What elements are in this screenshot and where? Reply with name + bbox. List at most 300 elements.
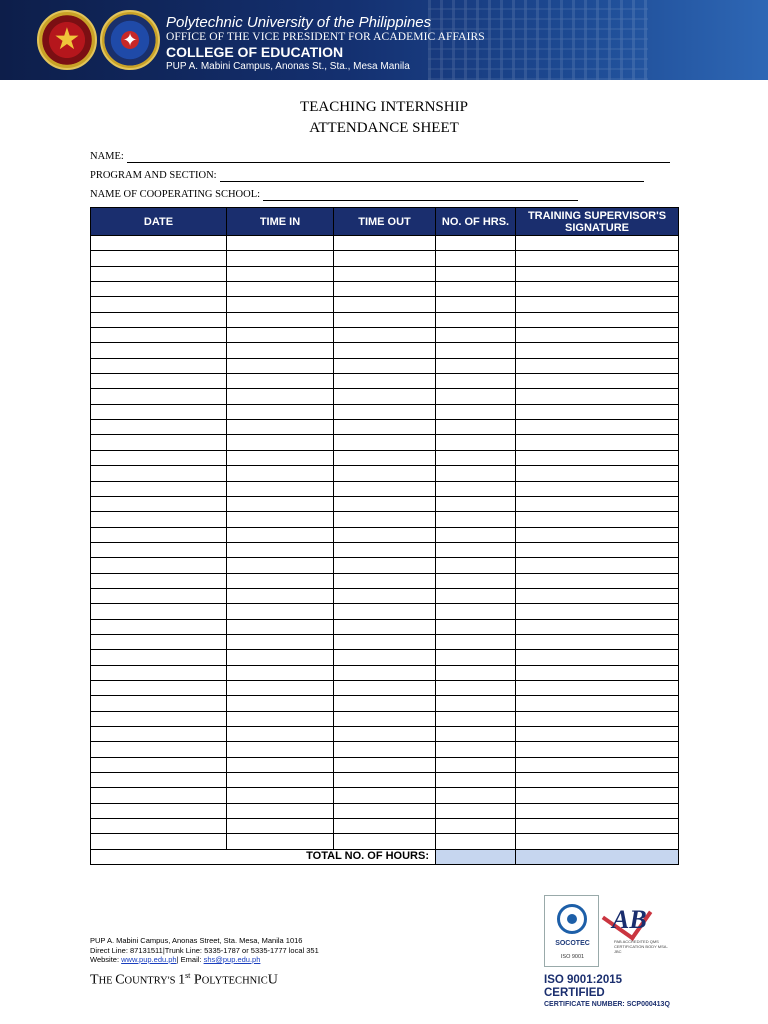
header-date: DATE <box>91 208 227 236</box>
signature-cell[interactable] <box>516 757 679 772</box>
table-row <box>91 282 679 297</box>
time-in-cell[interactable] <box>227 481 334 496</box>
time-out-cell[interactable] <box>334 542 436 557</box>
time-out-cell[interactable] <box>334 389 436 404</box>
date-cell[interactable] <box>91 542 227 557</box>
hours-cell[interactable] <box>436 558 516 573</box>
time-in-cell[interactable] <box>227 435 334 450</box>
signature-cell[interactable] <box>516 389 679 404</box>
motto-he: HE <box>98 975 116 987</box>
time-in-cell[interactable] <box>227 773 334 788</box>
time-in-cell[interactable] <box>227 358 334 373</box>
date-cell[interactable] <box>91 389 227 404</box>
table-row <box>91 573 679 588</box>
date-cell[interactable] <box>91 450 227 465</box>
time-in-cell[interactable] <box>227 634 334 649</box>
header-time-out: TIME OUT <box>334 208 436 236</box>
table-row <box>91 588 679 603</box>
signature-cell[interactable] <box>516 251 679 266</box>
header-supervisor-signature: TRAINING SUPERVISOR'S SIGNATURE <box>516 208 679 236</box>
time-out-cell[interactable] <box>334 588 436 603</box>
attendance-table <box>90 207 679 865</box>
signature-cell[interactable] <box>516 420 679 435</box>
hours-cell[interactable] <box>436 773 516 788</box>
footer-phones: Direct Line: 87131511|Trunk Line: 5335-1787 or 5335-1777 local 351 <box>90 945 319 955</box>
table-row <box>91 788 679 803</box>
header-time-in: TIME IN <box>227 208 334 236</box>
table-row <box>91 512 679 527</box>
signature-cell[interactable] <box>516 328 679 343</box>
signature-cell[interactable] <box>516 619 679 634</box>
table-row <box>91 742 679 757</box>
campus-address: PUP A. Mabini Campus, Anonas St., Sta., Mesa Manila <box>166 61 410 72</box>
signature-cell[interactable] <box>516 358 679 373</box>
signature-cell[interactable] <box>516 680 679 695</box>
socotec-iso: ISO 9001 <box>560 954 585 960</box>
website-label: Website: <box>90 955 120 964</box>
time-in-cell[interactable] <box>227 619 334 634</box>
hours-cell[interactable] <box>436 542 516 557</box>
date-cell[interactable] <box>91 634 227 649</box>
time-in-cell[interactable] <box>227 527 334 542</box>
table-row <box>91 757 679 772</box>
pup-seal-logo <box>37 10 97 70</box>
table-row <box>91 466 679 481</box>
date-cell[interactable] <box>91 788 227 803</box>
time-out-cell[interactable] <box>334 727 436 742</box>
hours-cell[interactable] <box>436 788 516 803</box>
table-row <box>91 297 679 312</box>
signature-cell[interactable] <box>516 282 679 297</box>
time-out-cell[interactable] <box>334 358 436 373</box>
date-cell[interactable] <box>91 420 227 435</box>
table-row <box>91 266 679 281</box>
time-out-cell[interactable] <box>334 312 436 327</box>
date-cell[interactable] <box>91 588 227 603</box>
certification-text <box>544 974 684 1009</box>
hours-cell[interactable] <box>436 435 516 450</box>
name-label: NAME: <box>90 151 124 162</box>
website-link[interactable]: www.pup.edu.ph <box>121 955 177 964</box>
table-row <box>91 803 679 818</box>
time-out-cell[interactable] <box>334 512 436 527</box>
date-cell[interactable] <box>91 374 227 389</box>
emblem-icon: ✦ <box>122 30 138 50</box>
time-in-cell[interactable] <box>227 343 334 358</box>
table-row <box>91 404 679 419</box>
table-row <box>91 435 679 450</box>
signature-cell[interactable] <box>516 312 679 327</box>
hours-cell[interactable] <box>436 803 516 818</box>
date-cell[interactable] <box>91 236 227 251</box>
hours-cell[interactable] <box>436 358 516 373</box>
date-cell[interactable] <box>91 435 227 450</box>
hours-cell[interactable] <box>436 389 516 404</box>
college-name: COLLEGE OF EDUCATION <box>166 44 344 60</box>
signature-cell[interactable] <box>516 819 679 834</box>
time-out-cell[interactable] <box>334 343 436 358</box>
signature-cell[interactable] <box>516 604 679 619</box>
time-out-cell[interactable] <box>334 834 436 849</box>
time-in-cell[interactable] <box>227 588 334 603</box>
motto-p: P <box>193 972 202 988</box>
table-row <box>91 604 679 619</box>
table-row <box>91 558 679 573</box>
signature-cell[interactable] <box>516 266 679 281</box>
hours-cell[interactable] <box>436 757 516 772</box>
time-in-cell[interactable] <box>227 404 334 419</box>
date-cell[interactable] <box>91 527 227 542</box>
header-no-of-hrs: NO. OF HRS. <box>436 208 516 236</box>
table-row <box>91 819 679 834</box>
time-out-cell[interactable] <box>334 573 436 588</box>
date-cell[interactable] <box>91 328 227 343</box>
date-cell[interactable] <box>91 466 227 481</box>
table-row <box>91 496 679 511</box>
signature-cell[interactable] <box>516 558 679 573</box>
date-cell[interactable] <box>91 297 227 312</box>
hours-cell[interactable] <box>436 466 516 481</box>
signature-cell[interactable] <box>516 450 679 465</box>
hours-cell[interactable] <box>436 343 516 358</box>
socotec-ring-icon <box>557 904 587 934</box>
hours-cell[interactable] <box>436 512 516 527</box>
total-hours-label: TOTAL NO. OF HOURS: <box>91 849 436 864</box>
hours-cell[interactable] <box>436 819 516 834</box>
date-cell[interactable] <box>91 251 227 266</box>
jab-logo <box>604 895 676 967</box>
date-cell[interactable] <box>91 404 227 419</box>
time-in-cell[interactable] <box>227 711 334 726</box>
date-cell[interactable] <box>91 343 227 358</box>
certification-logos <box>544 895 676 967</box>
total-hours-cell[interactable] <box>436 849 516 864</box>
time-in-cell[interactable] <box>227 604 334 619</box>
signature-cell[interactable] <box>516 696 679 711</box>
time-out-cell[interactable] <box>334 803 436 818</box>
table-row <box>91 450 679 465</box>
signature-cell[interactable] <box>516 834 679 849</box>
jab-mark: AB <box>612 905 647 934</box>
time-in-cell[interactable] <box>227 420 334 435</box>
signature-cell[interactable] <box>516 573 679 588</box>
time-in-cell[interactable] <box>227 466 334 481</box>
date-cell[interactable] <box>91 727 227 742</box>
time-out-cell[interactable] <box>334 527 436 542</box>
signature-cell[interactable] <box>516 343 679 358</box>
table-header-row <box>91 208 679 236</box>
hours-cell[interactable] <box>436 619 516 634</box>
university-name: Polytechnic University of the Philippines <box>166 14 432 31</box>
hours-cell[interactable] <box>436 312 516 327</box>
time-out-cell[interactable] <box>334 696 436 711</box>
table-row <box>91 328 679 343</box>
name-field <box>90 150 670 163</box>
signature-cell[interactable] <box>516 665 679 680</box>
total-row <box>91 849 679 864</box>
table-row <box>91 711 679 726</box>
footer-contact <box>90 936 319 965</box>
date-cell[interactable] <box>91 742 227 757</box>
hours-cell[interactable] <box>436 404 516 419</box>
table-row <box>91 619 679 634</box>
table-row <box>91 343 679 358</box>
date-cell[interactable] <box>91 834 227 849</box>
signature-cell[interactable] <box>516 466 679 481</box>
certificate-number: CERTIFICATE NUMBER: SCP000413Q <box>544 1001 670 1008</box>
signature-cell[interactable] <box>516 634 679 649</box>
time-out-cell[interactable] <box>334 711 436 726</box>
date-cell[interactable] <box>91 282 227 297</box>
email-link[interactable]: shs@pup.edu.ph <box>203 955 261 964</box>
signature-cell[interactable] <box>516 481 679 496</box>
motto-c: C <box>115 972 125 988</box>
time-out-cell[interactable] <box>334 420 436 435</box>
table-row <box>91 527 679 542</box>
university-motto <box>90 968 278 990</box>
hours-cell[interactable] <box>436 481 516 496</box>
signature-cell[interactable] <box>516 496 679 511</box>
time-in-cell[interactable] <box>227 727 334 742</box>
hours-cell[interactable] <box>436 236 516 251</box>
motto-olytechnic: OLYTECHNIC <box>201 975 268 987</box>
time-out-cell[interactable] <box>334 466 436 481</box>
time-out-cell[interactable] <box>334 481 436 496</box>
date-cell[interactable] <box>91 481 227 496</box>
hours-cell[interactable] <box>436 573 516 588</box>
hours-cell[interactable] <box>436 634 516 649</box>
time-in-cell[interactable] <box>227 803 334 818</box>
signature-cell[interactable] <box>516 773 679 788</box>
time-in-cell[interactable] <box>227 757 334 772</box>
table-row <box>91 420 679 435</box>
time-in-cell[interactable] <box>227 450 334 465</box>
date-cell[interactable] <box>91 619 227 634</box>
hours-cell[interactable] <box>436 696 516 711</box>
date-cell[interactable] <box>91 496 227 511</box>
table-row <box>91 358 679 373</box>
total-signature-cell[interactable] <box>516 849 679 864</box>
time-out-cell[interactable] <box>334 328 436 343</box>
date-cell[interactable] <box>91 680 227 695</box>
college-seal-logo <box>100 10 160 70</box>
time-out-cell[interactable] <box>334 773 436 788</box>
title-line-2: ATTENDANCE SHEET <box>309 120 459 136</box>
hours-cell[interactable] <box>436 665 516 680</box>
time-in-cell[interactable] <box>227 680 334 695</box>
signature-cell[interactable] <box>516 727 679 742</box>
time-in-cell[interactable] <box>227 834 334 849</box>
hours-cell[interactable] <box>436 834 516 849</box>
motto-t: T <box>90 972 99 988</box>
email-label: | Email: <box>176 955 202 964</box>
signature-cell[interactable] <box>516 542 679 557</box>
time-out-cell[interactable] <box>334 282 436 297</box>
table-row <box>91 374 679 389</box>
signature-cell[interactable] <box>516 512 679 527</box>
time-out-cell[interactable] <box>334 819 436 834</box>
hours-cell[interactable] <box>436 727 516 742</box>
date-cell[interactable] <box>91 512 227 527</box>
footer-web-line <box>90 955 319 965</box>
hours-cell[interactable] <box>436 711 516 726</box>
date-cell[interactable] <box>91 819 227 834</box>
time-in-cell[interactable] <box>227 496 334 511</box>
time-in-cell[interactable] <box>227 788 334 803</box>
table-body <box>91 236 679 850</box>
table-row <box>91 251 679 266</box>
header-banner <box>0 0 768 80</box>
time-in-cell[interactable] <box>227 282 334 297</box>
time-in-cell[interactable] <box>227 558 334 573</box>
time-out-cell[interactable] <box>334 374 436 389</box>
signature-cell[interactable] <box>516 236 679 251</box>
hours-cell[interactable] <box>436 450 516 465</box>
table-row <box>91 727 679 742</box>
hours-cell[interactable] <box>436 742 516 757</box>
hours-cell[interactable] <box>436 282 516 297</box>
hours-cell[interactable] <box>436 328 516 343</box>
time-out-cell[interactable] <box>334 266 436 281</box>
socotec-logo <box>544 895 599 967</box>
motto-ountrys: OUNTRY'S <box>124 975 179 987</box>
time-in-cell[interactable] <box>227 573 334 588</box>
time-in-cell[interactable] <box>227 819 334 834</box>
time-in-cell[interactable] <box>227 650 334 665</box>
date-cell[interactable] <box>91 650 227 665</box>
hours-cell[interactable] <box>436 604 516 619</box>
time-out-cell[interactable] <box>334 496 436 511</box>
time-out-cell[interactable] <box>334 650 436 665</box>
school-line[interactable] <box>263 190 578 201</box>
date-cell[interactable] <box>91 266 227 281</box>
signature-cell[interactable] <box>516 711 679 726</box>
date-cell[interactable] <box>91 312 227 327</box>
iso-certified-text: ISO 9001:2015 CERTIFIED <box>544 974 623 999</box>
title-line-1: TEACHING INTERNSHIP <box>300 99 468 115</box>
time-in-cell[interactable] <box>227 542 334 557</box>
hours-cell[interactable] <box>436 588 516 603</box>
hours-cell[interactable] <box>436 496 516 511</box>
signature-cell[interactable] <box>516 788 679 803</box>
signature-cell[interactable] <box>516 803 679 818</box>
signature-cell[interactable] <box>516 404 679 419</box>
date-cell[interactable] <box>91 773 227 788</box>
motto-1: 1 <box>178 972 186 988</box>
program-label: PROGRAM AND SECTION: <box>90 170 217 181</box>
time-out-cell[interactable] <box>334 757 436 772</box>
date-cell[interactable] <box>91 696 227 711</box>
date-cell[interactable] <box>91 711 227 726</box>
hours-cell[interactable] <box>436 251 516 266</box>
time-in-cell[interactable] <box>227 389 334 404</box>
footer-address: PUP A. Mabini Campus, Anonas Street, Sta. Mesa, Manila 1016 <box>90 936 303 945</box>
date-cell[interactable] <box>91 803 227 818</box>
date-cell[interactable] <box>91 573 227 588</box>
time-out-cell[interactable] <box>334 604 436 619</box>
time-out-cell[interactable] <box>334 404 436 419</box>
office-name: OFFICE OF THE VICE PRESIDENT FOR ACADEMIC AFFAIRS <box>166 31 485 43</box>
signature-cell[interactable] <box>516 435 679 450</box>
time-in-cell[interactable] <box>227 236 334 251</box>
time-in-cell[interactable] <box>227 266 334 281</box>
table-row <box>91 680 679 695</box>
star-icon: ★ <box>53 23 81 56</box>
table-row <box>91 665 679 680</box>
hours-cell[interactable] <box>436 266 516 281</box>
time-out-cell[interactable] <box>334 297 436 312</box>
header-text <box>166 14 485 73</box>
time-out-cell[interactable] <box>334 450 436 465</box>
time-in-cell[interactable] <box>227 696 334 711</box>
table-row <box>91 542 679 557</box>
school-label: NAME OF COOPERATING SCHOOL: <box>90 189 261 200</box>
hours-cell[interactable] <box>436 527 516 542</box>
signature-cell[interactable] <box>516 527 679 542</box>
time-out-cell[interactable] <box>334 251 436 266</box>
hours-cell[interactable] <box>436 420 516 435</box>
name-line[interactable] <box>127 152 670 163</box>
table-row <box>91 696 679 711</box>
time-in-cell[interactable] <box>227 312 334 327</box>
hours-cell[interactable] <box>436 374 516 389</box>
jab-small-text: PAB ACCREDITED QMS CERTIFICATION BODY MSA-JBC <box>614 939 668 954</box>
hours-cell[interactable] <box>436 680 516 695</box>
time-out-cell[interactable] <box>334 236 436 251</box>
time-out-cell[interactable] <box>334 558 436 573</box>
table-row <box>91 312 679 327</box>
program-line[interactable] <box>220 171 644 182</box>
table-row <box>91 834 679 849</box>
time-in-cell[interactable] <box>227 665 334 680</box>
document-title <box>0 97 768 139</box>
date-cell[interactable] <box>91 558 227 573</box>
motto-u: U <box>267 972 278 988</box>
date-cell[interactable] <box>91 604 227 619</box>
table-row <box>91 389 679 404</box>
time-in-cell[interactable] <box>227 251 334 266</box>
signature-cell[interactable] <box>516 297 679 312</box>
time-out-cell[interactable] <box>334 619 436 634</box>
time-in-cell[interactable] <box>227 297 334 312</box>
socotec-name: SOCOTEC <box>555 940 590 947</box>
signature-cell[interactable] <box>516 588 679 603</box>
date-cell[interactable] <box>91 757 227 772</box>
time-in-cell[interactable] <box>227 742 334 757</box>
time-in-cell[interactable] <box>227 374 334 389</box>
hours-cell[interactable] <box>436 650 516 665</box>
time-out-cell[interactable] <box>334 788 436 803</box>
table-row <box>91 481 679 496</box>
hours-cell[interactable] <box>436 297 516 312</box>
time-out-cell[interactable] <box>334 435 436 450</box>
signature-cell[interactable] <box>516 650 679 665</box>
time-in-cell[interactable] <box>227 512 334 527</box>
signature-cell[interactable] <box>516 374 679 389</box>
date-cell[interactable] <box>91 358 227 373</box>
program-field <box>90 169 644 182</box>
time-out-cell[interactable] <box>334 742 436 757</box>
date-cell[interactable] <box>91 665 227 680</box>
signature-cell[interactable] <box>516 742 679 757</box>
time-out-cell[interactable] <box>334 634 436 649</box>
table-row <box>91 773 679 788</box>
time-in-cell[interactable] <box>227 328 334 343</box>
motto-st: st <box>185 971 191 980</box>
table-row <box>91 650 679 665</box>
time-out-cell[interactable] <box>334 665 436 680</box>
time-out-cell[interactable] <box>334 680 436 695</box>
